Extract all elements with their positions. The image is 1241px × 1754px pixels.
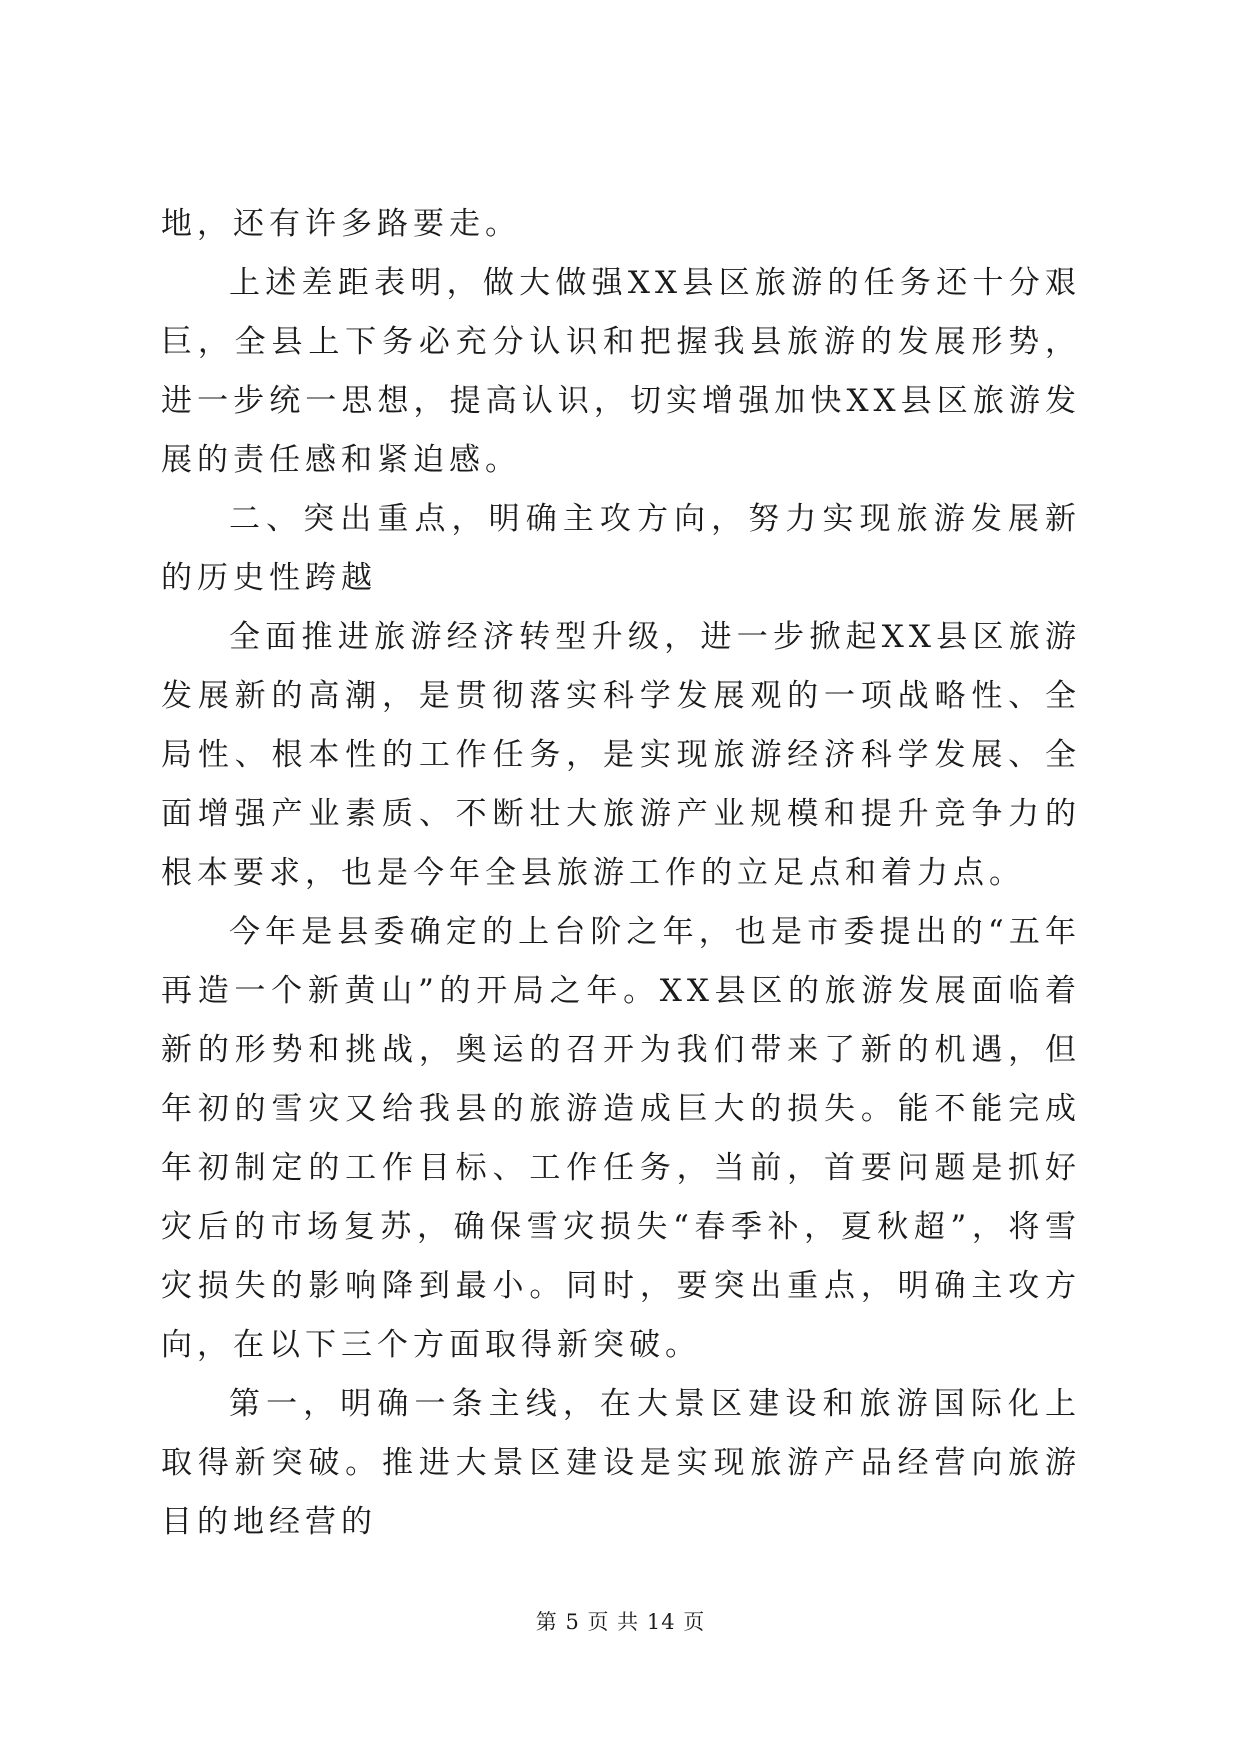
page-number-footer: 第 5 页 共 14 页 (535, 1610, 706, 1634)
paragraph: 今年是县委确定的上台阶之年，也是市委提出的“五年再造一个新黄山”的开局之年。XX县区的旅游发展面临着新的形势和挑战，奥运的召开为我们带来了新的机遇，但年初的雪灾又给我县的旅游造成巨大的损失。能不能完成年初制定的工作目标、工作任务，当前，首要问题是抓好灾后的市场复苏，确保雪灾损失“春季补，夏秋超”，将雪灾损失的影响降到最小。同时，要突出重点，明确主攻方向，在以下三个方面取得新突破。 (161, 914, 1081, 1363)
paragraph: 全面推进旅游经济转型升级，进一步掀起XX县区旅游发展新的高潮，是贯彻落实科学发展观的一项战略性、全局性、根本性的工作任务，是实现旅游经济科学发展、全面增强产业素质、不断壮大旅游产业规模和提升竞争力的根本要求，也是今年全县旅游工作的立足点和着力点。 (161, 619, 1081, 891)
paragraph: 上述差距表明，做大做强XX县区旅游的任务还十分艰巨，全县上下务必充分认识和把握我县旅游的发展形势，进一步统一思想，提高认识，切实增强加快XX县区旅游发展的责任感和紧迫感。 (161, 265, 1081, 478)
section-heading: 二、突出重点，明确主攻方向，努力实现旅游发展新的历史性跨越 (161, 501, 1081, 596)
document-body (161, 195, 1081, 1552)
paragraph: 第一，明确一条主线，在大景区建设和旅游国际化上取得新突破。推进大景区建设是实现旅游产品经营向旅游目的地经营的 (161, 1386, 1081, 1540)
paragraph: 地，还有许多路要走。 (161, 206, 521, 242)
